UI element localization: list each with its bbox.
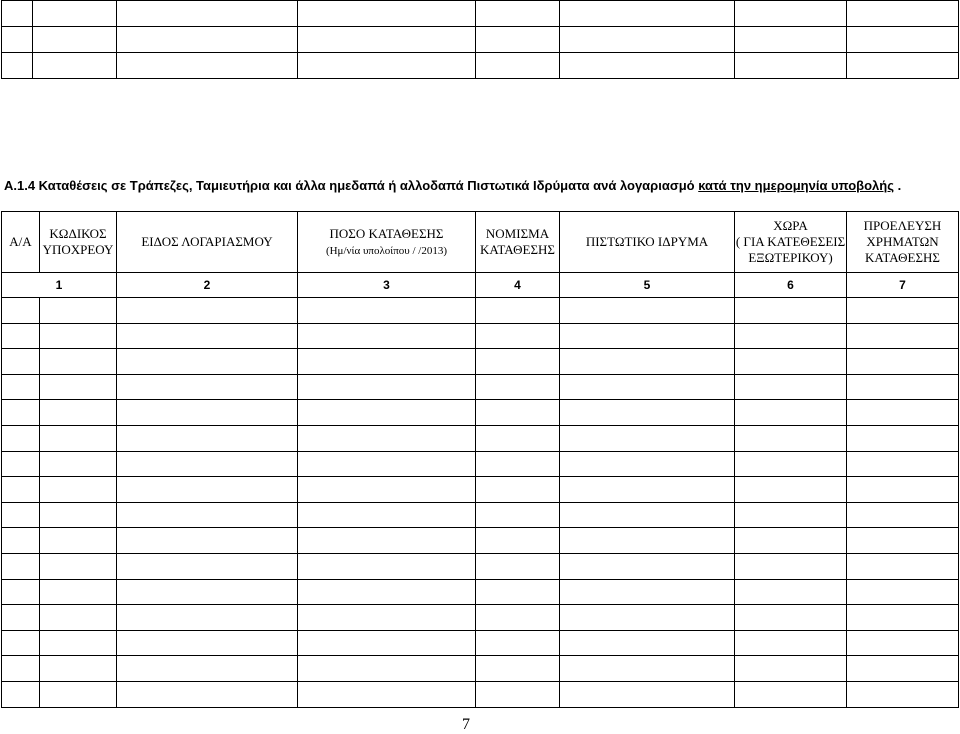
table-cell[interactable] [298,579,476,605]
table-cell[interactable] [117,349,298,375]
table-cell[interactable] [560,605,735,631]
column-number: 3 [298,273,476,298]
table-cell[interactable] [117,298,298,324]
column-header-text: ΕΙΔΟΣ ΛΟΓΑΡΙΑΣΜΟΥ [141,234,273,249]
table-cell[interactable] [117,502,298,528]
previous-table-fragment [1,0,959,79]
table-row [2,374,959,400]
column-header-text: ΠΙΣΤΩΤΙΚΟ ΙΔΡΥΜΑ [585,234,709,249]
table-row [2,553,959,579]
table-cell[interactable] [298,656,476,682]
table-cell[interactable] [476,374,560,400]
table-cell[interactable] [735,400,847,426]
table-cell[interactable] [117,630,298,656]
table-cell[interactable] [298,553,476,579]
table-cell[interactable] [735,656,847,682]
column-number: 4 [476,273,560,298]
table-cell[interactable] [847,605,959,631]
table-cell[interactable] [2,579,40,605]
column-header [298,212,476,273]
table-cell[interactable] [847,400,959,426]
column-header [40,212,117,273]
table-cell[interactable] [847,502,959,528]
table-cell[interactable] [40,298,117,324]
table-cell[interactable] [735,553,847,579]
table-cell[interactable] [117,425,298,451]
table-cell[interactable] [735,605,847,631]
table-cell[interactable] [735,630,847,656]
table-cell[interactable] [40,605,117,631]
table-cell[interactable] [847,553,959,579]
table-cell[interactable] [476,553,560,579]
table-cell[interactable] [476,451,560,477]
table-row [2,451,959,477]
table-cell[interactable] [735,374,847,400]
table-cell[interactable] [298,400,476,426]
column-header-text: ΠΟΣΟ ΚΑΤΑΘΕΣΗΣ [329,225,444,241]
table-cell[interactable] [298,298,476,324]
table-cell[interactable] [560,528,735,554]
table-cell[interactable] [298,425,476,451]
section-title-text: A.1.4 Καταθέσεις σε Τράπεζες, Ταμιευτήρια και άλλα ημεδαπά ή αλλοδαπά Πιστωτικά Ιδρύματα ανά λογαριασμό [4,178,699,193]
table-cell[interactable] [298,528,476,554]
table-row [2,605,959,631]
table-cell[interactable] [40,553,117,579]
table-cell[interactable] [735,681,847,707]
table-cell[interactable] [560,579,735,605]
table-cell[interactable] [2,400,40,426]
table-cell[interactable] [560,553,735,579]
table-cell[interactable] [476,349,560,375]
table-cell[interactable] [40,681,117,707]
table-cell[interactable] [560,477,735,503]
column-number: 6 [735,273,847,298]
table-row [2,323,959,349]
table-row [2,681,959,707]
table-cell[interactable] [2,298,40,324]
table-cell[interactable] [40,323,117,349]
column-header-subtext: (Ημ/νία υπολοίπου / /2013) [325,244,448,257]
table-cell[interactable] [560,502,735,528]
column-header [735,212,847,273]
table-cell[interactable] [40,528,117,554]
column-header-text: ΧΩΡΑ [773,218,808,233]
table-cell[interactable] [847,579,959,605]
table-cell[interactable] [40,400,117,426]
table-cell[interactable] [476,605,560,631]
table-cell[interactable] [560,451,735,477]
table-cell[interactable] [298,349,476,375]
page-number: 7 [462,716,470,733]
table-cell[interactable] [476,425,560,451]
table-cell[interactable] [117,656,298,682]
table-cell[interactable] [40,425,117,451]
table-cell[interactable] [2,605,40,631]
table-cell[interactable] [117,579,298,605]
column-header [560,212,735,273]
table-row [2,27,959,53]
table-row [2,425,959,451]
table-cell[interactable] [2,681,40,707]
table-cell[interactable] [476,630,560,656]
column-header-text: ΧΡΗΜΑΤΩΝ [866,234,939,249]
table-cell[interactable] [2,553,40,579]
column-header-text: ΠΡΟΕΛΕΥΣΗ [863,218,942,233]
column-number: 5 [560,273,735,298]
table-cell[interactable] [847,374,959,400]
table-cell[interactable] [476,681,560,707]
column-header-text: ΥΠΟΧΡΕΟΥ [42,242,114,257]
table-row [2,477,959,503]
table-cell[interactable] [2,374,40,400]
table-row [2,630,959,656]
table-cell[interactable] [2,528,40,554]
table-cell[interactable] [117,451,298,477]
section-title [4,178,901,193]
table-cell[interactable] [40,451,117,477]
table-cell[interactable] [117,323,298,349]
table-cell[interactable] [40,656,117,682]
table-cell[interactable] [560,681,735,707]
table-cell[interactable] [2,630,40,656]
header-row [2,212,959,273]
column-header-text: ΚΩΔΙΚΟΣ [49,226,107,241]
column-number: 2 [117,273,298,298]
table-row [2,53,959,79]
table-row [2,528,959,554]
table-cell[interactable] [117,374,298,400]
table-cell[interactable] [2,349,40,375]
table-cell[interactable] [735,349,847,375]
table-cell[interactable] [735,502,847,528]
table-cell[interactable] [847,323,959,349]
table-cell[interactable] [40,630,117,656]
column-header-text: ΝΟΜΙΣΜΑ [485,226,550,241]
column-number: 7 [847,273,959,298]
table-cell[interactable] [560,298,735,324]
table-cell[interactable] [847,451,959,477]
table-cell[interactable] [476,298,560,324]
table-cell[interactable] [2,323,40,349]
table-cell[interactable] [117,400,298,426]
table-cell[interactable] [735,579,847,605]
table-row [2,1,959,27]
table-cell[interactable] [117,553,298,579]
column-header-text: ΚΑΤΑΘΕΣΗΣ [480,242,555,257]
table-cell[interactable] [735,425,847,451]
table-cell[interactable] [40,502,117,528]
section-title-suffix: . [893,178,902,193]
table-cell[interactable] [476,528,560,554]
table-cell[interactable] [2,451,40,477]
table-row [2,298,959,324]
table-cell[interactable] [117,681,298,707]
table-cell[interactable] [40,349,117,375]
table-cell[interactable] [298,605,476,631]
table-cell[interactable] [847,425,959,451]
table-cell[interactable] [2,502,40,528]
table-row [2,502,959,528]
table-cell[interactable] [560,323,735,349]
table-cell[interactable] [40,579,117,605]
column-header [847,212,959,273]
table-cell[interactable] [2,425,40,451]
table-cell[interactable] [847,630,959,656]
column-header-text: ( ΓΙΑ ΚΑΤΕΘΕΣΕΙΣ [735,234,846,249]
table-cell[interactable] [560,630,735,656]
table-cell[interactable] [847,349,959,375]
table-row [2,656,959,682]
table-cell[interactable] [298,630,476,656]
table-cell[interactable] [476,323,560,349]
table-cell[interactable] [117,477,298,503]
table-cell[interactable] [560,656,735,682]
table-cell[interactable] [117,605,298,631]
table-cell[interactable] [560,374,735,400]
table-cell[interactable] [2,477,40,503]
column-number: 1 [2,273,117,298]
table-cell[interactable] [476,400,560,426]
column-header-text: ΕΞΩΤΕΡΙΚΟΥ) [748,250,833,265]
table-cell[interactable] [847,298,959,324]
table-cell[interactable] [560,349,735,375]
table-cell[interactable] [117,528,298,554]
table-cell[interactable] [735,323,847,349]
table-cell[interactable] [735,298,847,324]
column-header-text: Α/Α [9,234,32,249]
table-cell[interactable] [298,477,476,503]
table-cell[interactable] [476,579,560,605]
table-row [2,349,959,375]
table-cell[interactable] [847,528,959,554]
column-header [2,212,40,273]
table-row [2,579,959,605]
table-cell[interactable] [40,477,117,503]
table-cell[interactable] [298,323,476,349]
section-title-underlined: κατά την ημερομηνία υποβολής [698,178,894,193]
table-cell[interactable] [847,681,959,707]
table-cell[interactable] [2,656,40,682]
table-cell[interactable] [476,502,560,528]
table-cell[interactable] [560,425,735,451]
table-cell[interactable] [847,656,959,682]
table-cell[interactable] [735,528,847,554]
table-cell[interactable] [298,451,476,477]
table-cell[interactable] [298,374,476,400]
column-header-text: ΚΑΤΑΘΕΣΗΣ [865,250,940,265]
table-row [2,400,959,426]
table-cell[interactable] [476,656,560,682]
table-cell[interactable] [847,477,959,503]
column-header [476,212,560,273]
table-cell[interactable] [298,681,476,707]
table-cell[interactable] [735,451,847,477]
table-cell[interactable] [476,477,560,503]
deposits-table [1,211,959,708]
column-number-row [2,273,959,298]
table-cell[interactable] [560,400,735,426]
table-cell[interactable] [298,502,476,528]
table-cell[interactable] [40,374,117,400]
column-header [117,212,298,273]
table-cell[interactable] [735,477,847,503]
